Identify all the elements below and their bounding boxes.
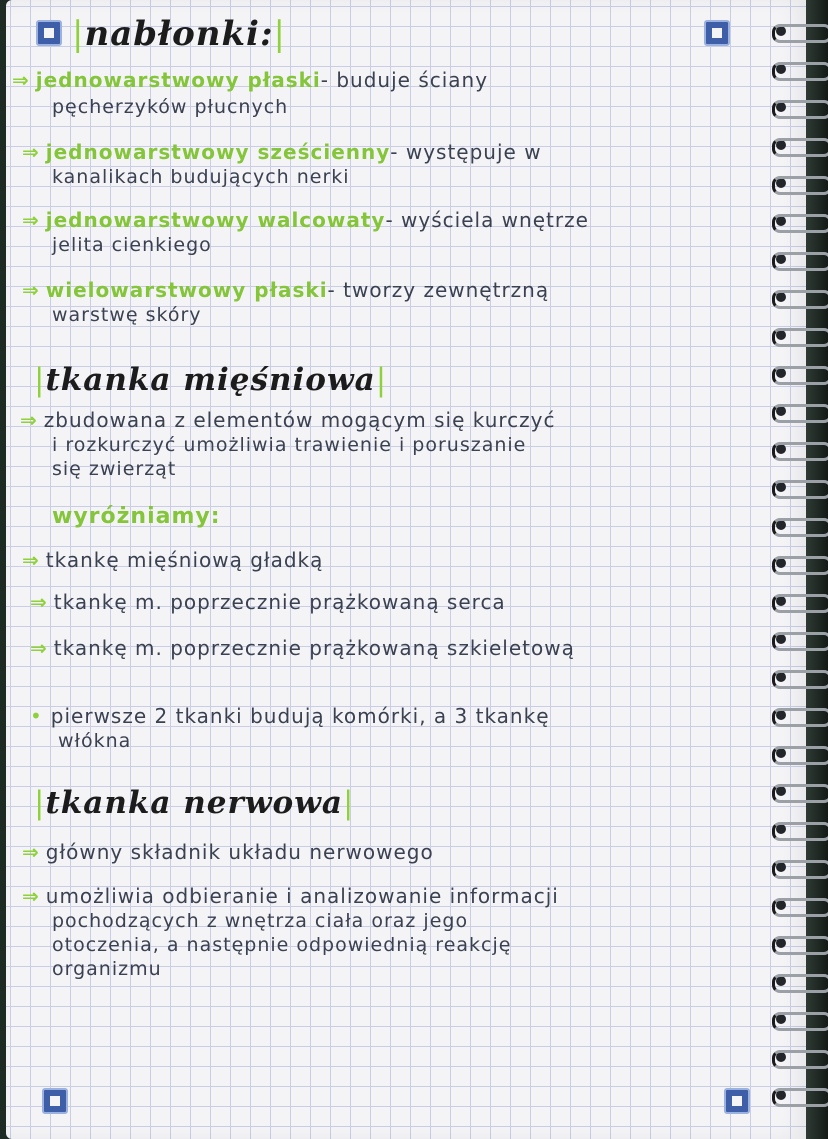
page-marker-icon [36, 20, 62, 46]
binding-ring [772, 1088, 828, 1107]
binding-ring [772, 518, 828, 537]
binding-ring [772, 214, 828, 233]
arrow-icon: ⇒ [20, 408, 38, 432]
arrow-icon: ⇒ [22, 208, 40, 232]
binding-ring [772, 442, 828, 461]
page-marker-icon [42, 1088, 68, 1114]
binding-ring [772, 974, 828, 993]
binding-ring [772, 746, 828, 765]
heading-nablonki: |nabłonki:| [72, 14, 286, 54]
arrow-icon: ⇒ [22, 884, 40, 908]
arrow-icon: ⇒ [30, 636, 48, 660]
page-marker-icon [704, 20, 730, 46]
heading-bar-icon: | [34, 362, 46, 398]
binding-ring [772, 366, 828, 385]
list-item: ⇒ główny składnik układu nerwowego [22, 840, 434, 864]
binding-ring [772, 252, 828, 271]
page-marker-icon [724, 1088, 750, 1114]
note-line: • pierwsze 2 tkanki budują komórki, a 3 tkankę [30, 704, 550, 728]
binding-ring [772, 1012, 828, 1031]
heading-tkanka-miesniowa: |tkanka mięśniowa| [34, 362, 388, 398]
binding-ring [772, 936, 828, 955]
binding-ring [772, 62, 828, 81]
heading-tkanka-nerwowa: |tkanka nerwowa| [34, 785, 355, 821]
list-item: ⇒ jednowarstwowy walcowaty- wyściela wnętrze [22, 208, 589, 232]
list-item-continuation: warstwę skóry [52, 304, 202, 326]
arrow-icon: ⇒ [12, 68, 30, 92]
list-item: ⇒ umożliwia odbieranie i analizowanie informacji [22, 884, 559, 908]
heading-bar-icon: | [34, 785, 46, 821]
binding-ring [772, 1050, 828, 1069]
arrow-icon: ⇒ [30, 590, 48, 614]
binding-ring [772, 708, 828, 727]
binding-ring [772, 632, 828, 651]
list-item: ⇒ wielowarstwowy płaski- tworzy zewnętrzną [22, 278, 550, 302]
binding-ring [772, 860, 828, 879]
list-item: ⇒ jednowarstwowy płaski- buduje ściany [12, 68, 489, 92]
binding-ring [772, 822, 828, 841]
binding-ring [772, 100, 828, 119]
list-item-continuation: kanalikach budujących nerki [52, 166, 350, 188]
list-item: ⇒ jednowarstwowy sześcienny- występuje w [22, 140, 542, 164]
subheading-wyrozniamy: wyróżniamy: [52, 504, 221, 529]
arrow-icon: ⇒ [22, 140, 40, 164]
list-item-continuation: organizmu [52, 958, 162, 980]
binding-ring [772, 556, 828, 575]
binding-ring [772, 480, 828, 499]
intro-line: się zwierząt [52, 458, 177, 480]
bullet-icon: • [30, 704, 43, 728]
list-item-continuation: jelita cienkiego [52, 234, 212, 256]
list-item: ⇒ tkankę mięśniową gładką [22, 548, 324, 572]
binding-ring [772, 176, 828, 195]
binding-ring [772, 138, 828, 157]
binding-ring [772, 404, 828, 423]
list-item: ⇒ tkankę m. poprzecznie prążkowaną szkieletową [30, 636, 575, 660]
arrow-icon: ⇒ [22, 548, 40, 572]
binding-ring [772, 328, 828, 347]
binding-ring [772, 24, 828, 43]
heading-bar-icon: | [72, 14, 85, 54]
binding-ring [772, 594, 828, 613]
list-item-continuation: pochodzących z wnętrza ciała oraz jego [52, 910, 469, 932]
list-item-continuation: otoczenia, a następnie odpowiednią reakcję [52, 934, 512, 956]
intro-line: i rozkurczyć umożliwia trawienie i poruszanie [52, 434, 527, 456]
intro-line: ⇒ zbudowana z elementów mogącym się kurczyć [20, 408, 556, 432]
notebook-page [6, 0, 806, 1139]
binding-ring [772, 898, 828, 917]
binding-ring [772, 670, 828, 689]
arrow-icon: ⇒ [22, 840, 40, 864]
binding-ring [772, 784, 828, 803]
list-item-continuation: pęcherzyków płucnych [52, 96, 289, 118]
arrow-icon: ⇒ [22, 278, 40, 302]
note-line: włókna [58, 730, 132, 752]
binding-ring [772, 290, 828, 309]
list-item: ⇒ tkankę m. poprzecznie prążkowaną serca [30, 590, 506, 614]
